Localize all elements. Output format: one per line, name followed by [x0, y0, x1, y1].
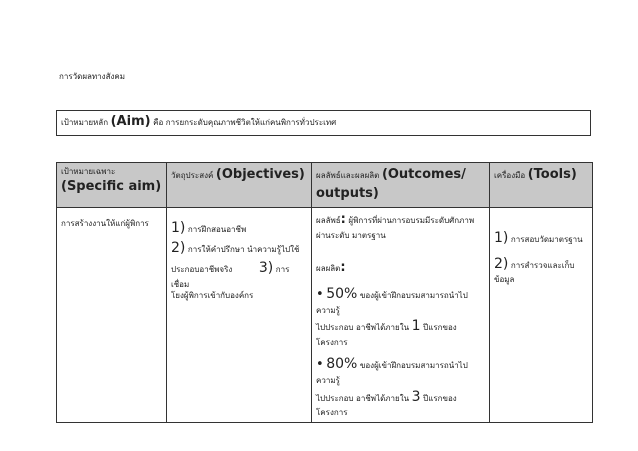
cell-specific-aim — [57, 207, 167, 422]
main-aim-box — [56, 110, 591, 136]
header-outcomes — [312, 163, 490, 208]
header-tools-th: เครื่องมือ — [494, 171, 526, 180]
output-2-tail: ปีแรกของ — [423, 393, 457, 403]
tool-1-number: 1) — [494, 229, 509, 246]
outcome-text: ผู้พิการที่ผ่านการอบรมมีระดับศักภาพ — [348, 215, 475, 225]
page-title: การวัดผลทางสังคม — [59, 72, 125, 81]
aim-label-en: (Aim) — [110, 114, 151, 129]
output-1-percent: 50% — [326, 285, 358, 302]
output-1-text: ของผู้เข้าฝึกอบรมสามารถนำไปความรู้ — [316, 290, 468, 315]
output-2-percent: 80% — [326, 356, 358, 373]
header-specific-aim-en: (Specific aim) — [61, 178, 162, 194]
specific-aim-text: การสร้างงานให้แก่ผู้พิการ — [61, 218, 149, 228]
cell-outcomes — [312, 207, 490, 422]
header-tools — [490, 163, 593, 208]
output-2-text-end: โครงการ — [316, 408, 348, 418]
header-objectives-th: วัตถุประสงค์ — [171, 171, 214, 180]
social-measurement-table — [56, 162, 593, 423]
objective-1-text: การฝึกสอนอาชีพ — [187, 224, 247, 234]
cell-tools — [490, 207, 593, 422]
header-outcomes-en: (Outcomes/ — [381, 167, 466, 182]
objective-2-text: การให้คำปรึกษา นำความรู้ไปใช้ — [187, 244, 300, 254]
header-specific-aim-th: เป้าหมายเฉพาะ — [61, 167, 116, 176]
outcome-colon: : — [340, 211, 346, 227]
output-1-tail: ปีแรกของโครงการ — [316, 323, 457, 347]
tool-1-text: การสอบวัดมาตรฐาน — [510, 234, 583, 244]
output-2-text: ของผู้เข้าฝึกอบรมสามารถนำไปความรู้ — [316, 361, 468, 386]
header-outcomes-th: ผลลัพธ์และผลผลิต — [316, 171, 380, 180]
tool-2-text: การสำรวจและเก็บ — [510, 260, 575, 270]
output-2-years: 3 — [411, 388, 421, 405]
header-objectives-en: (Objectives) — [215, 167, 305, 182]
header-specific-aim — [57, 163, 167, 208]
table-row — [57, 207, 593, 422]
objective-3-text-cont: โยงผู้พิการเข้ากับองค์กร — [171, 291, 254, 301]
output-1-text-cont: ไปประกอบ อาชีพได้ภายใน — [316, 323, 410, 333]
objective-1-number: 1) — [171, 219, 186, 236]
cell-objectives — [167, 207, 312, 422]
output-1-bullet: • — [316, 286, 324, 302]
outcome-text-cont: ผ่านระดับ มาตรฐาน — [316, 230, 386, 240]
header-outcomes-en2: outputs) — [316, 185, 379, 201]
objective-3-number: 3) — [258, 260, 274, 277]
table-header-row — [57, 163, 593, 208]
output-2-text-cont: ไปประกอบ อาชีพได้ภายใน — [316, 393, 410, 403]
objective-3-text: การเชื่อม — [171, 265, 290, 289]
output-colon: : — [340, 260, 346, 276]
header-tools-en: (Tools) — [527, 167, 577, 182]
header-objectives — [167, 163, 312, 208]
objective-2-text-cont: ประกอบอาชีพจริง — [171, 265, 233, 275]
aim-text: คือ การยกระดับคุณภาพชีวิตให้แก่คนพิการทั่วประเทศ — [153, 118, 337, 127]
objective-2-number: 2) — [171, 239, 186, 256]
tool-2-text-cont: ข้อมูล — [494, 275, 515, 285]
output-2-bullet: • — [316, 357, 324, 373]
outcome-label: ผลลัพธ์ — [316, 215, 341, 225]
tool-2-number: 2) — [494, 255, 509, 272]
output-label: ผลผลิต — [316, 264, 341, 274]
aim-label: เป้าหมายหลัก — [61, 118, 109, 127]
output-1-years: 1 — [411, 318, 421, 335]
